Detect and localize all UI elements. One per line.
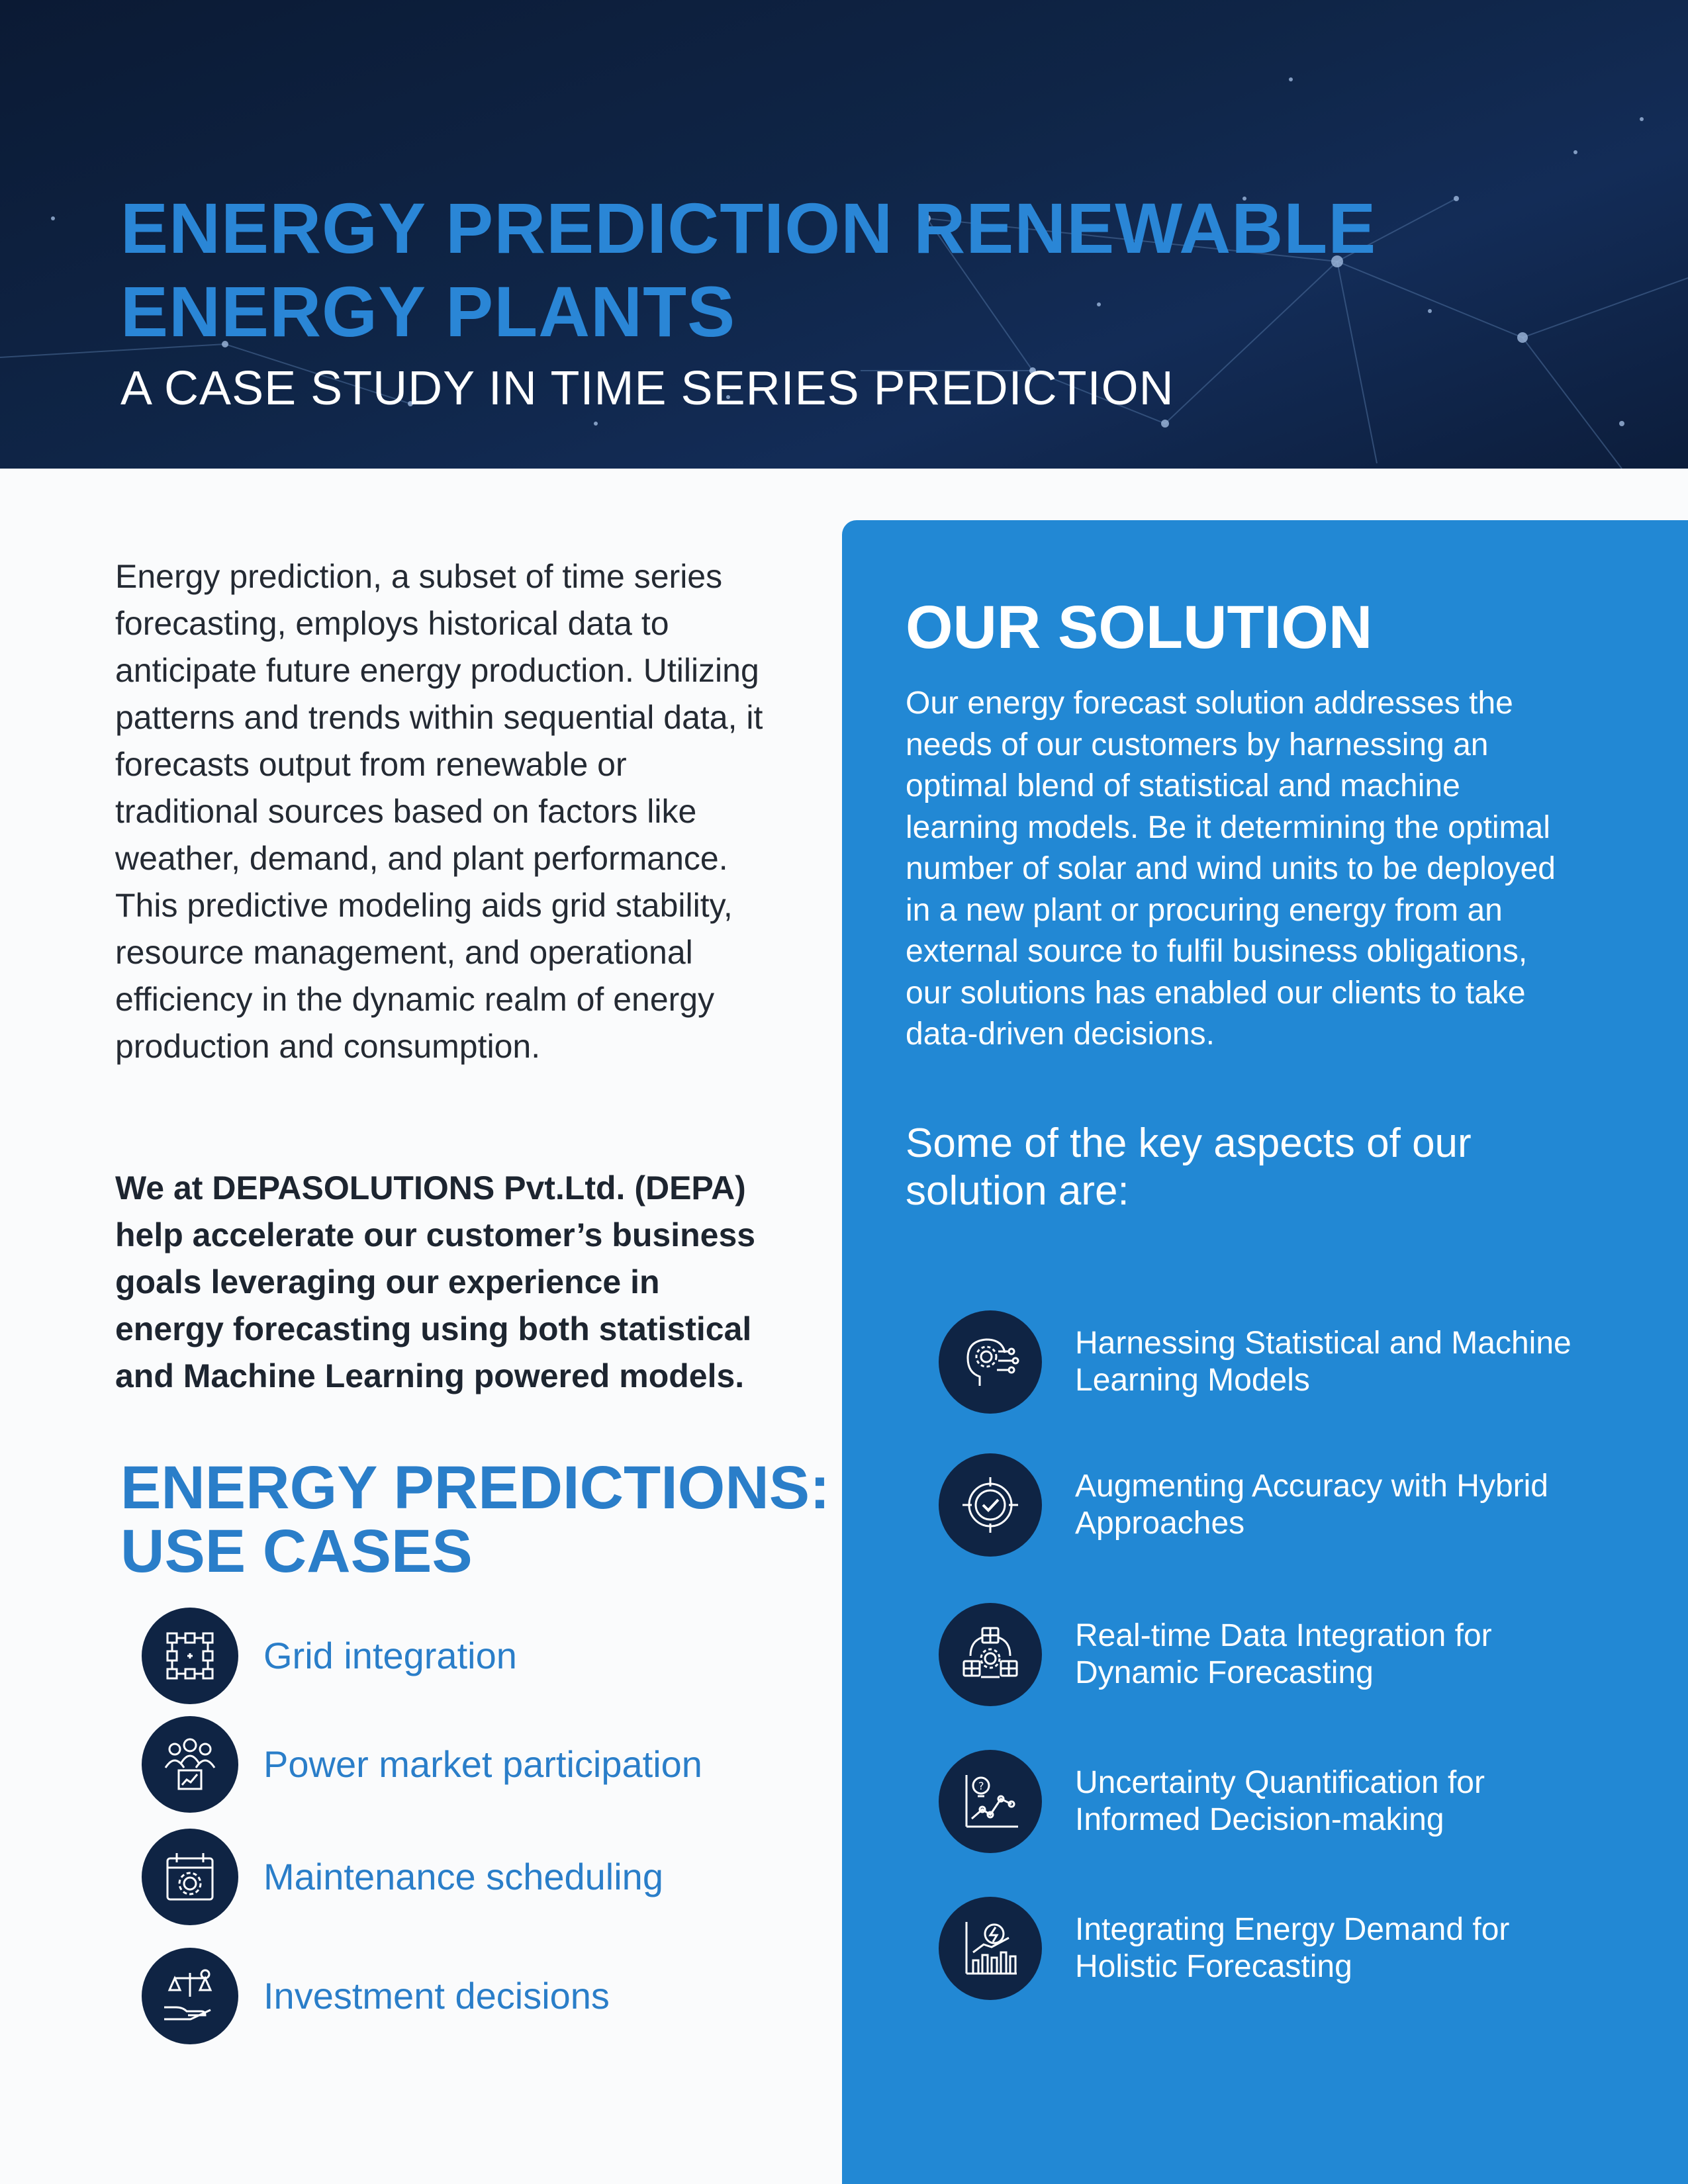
use-case-label: Investment decisions [263, 1975, 610, 2017]
solution-heading: OUR SOLUTION [906, 594, 1373, 661]
aspect-label: Augmenting Accuracy with Hybrid Approaches [1075, 1469, 1548, 1541]
aspect-label: Real-time Data Integration for Dynamic Forecasting [1075, 1618, 1492, 1690]
target-check-icon [939, 1453, 1042, 1557]
list-item [939, 1895, 1634, 2001]
people-market-icon [142, 1716, 238, 1813]
list-item [939, 1452, 1634, 1558]
list-item [142, 1947, 804, 2045]
grid-network-icon [142, 1608, 238, 1704]
list-item [142, 1715, 804, 1813]
svg-text:?: ? [978, 1780, 984, 1792]
lightbulb-chart-icon [939, 1750, 1042, 1853]
use-case-label: Maintenance scheduling [263, 1856, 663, 1897]
company-statement: We at DEPASOLUTIONS Pvt.Ltd. (DEPA) help accelerate our customer’s business goals leveraging our experience in energy forecasting using both statistical and Machine Learning powered models. [115, 1169, 756, 1394]
aspect-label: Harnessing Statistical and Machine Learning Models [1075, 1326, 1571, 1398]
calendar-gear-icon [142, 1829, 238, 1925]
use-case-label: Grid integration [263, 1635, 517, 1676]
page-subtitle: A CASE STUDY IN TIME SERIES PREDICTION [120, 362, 1174, 415]
use-cases-heading: ENERGY PREDICTIONS: USE CASES [120, 1454, 830, 1585]
list-item [142, 1828, 804, 1926]
hand-scale-icon [142, 1948, 238, 2044]
use-case-label: Power market participation [263, 1743, 702, 1785]
list-item [939, 1749, 1634, 1854]
aspect-label: Uncertainty Quantification for Informed Decision-making [1075, 1765, 1485, 1837]
list-item [142, 1607, 804, 1705]
data-integration-icon [939, 1603, 1042, 1706]
list-item [939, 1309, 1634, 1415]
solution-description: Our energy forecast solution addresses the needs of our customers by harnessing an optimal blend of statistical and machine learning models. Be it determining the optimal number of solar and wind units to be deployed in a new plant or procuring energy from an external source to fulfil business obligations, our solutions has enabled our clients to take data-driven decisions. [906, 686, 1556, 1052]
header-banner [0, 0, 1688, 469]
energy-bar-chart-icon [939, 1897, 1042, 2000]
intro-paragraph: Energy prediction, a subset of time series forecasting, employs historical data to anticipate future energy production. Utilizing patterns and trends within sequential data, it forecasts output from renewable or traditional sources based on factors like weather, demand, and plant performance. This predictive modeling aids grid stability, resource management, and operational efficiency in the dynamic realm of energy production and consumption. [115, 558, 763, 1065]
head-gear-circuit-icon [939, 1310, 1042, 1414]
aspect-label: Integrating Energy Demand for Holistic Forecasting [1075, 1912, 1510, 1984]
key-aspects-intro: Some of the key aspects of our solution are: [906, 1120, 1472, 1214]
page-title: ENERGY PREDICTION RENEWABLE ENERGY PLANTS [120, 188, 1377, 351]
solution-panel [842, 520, 1688, 2184]
list-item [939, 1602, 1634, 1707]
